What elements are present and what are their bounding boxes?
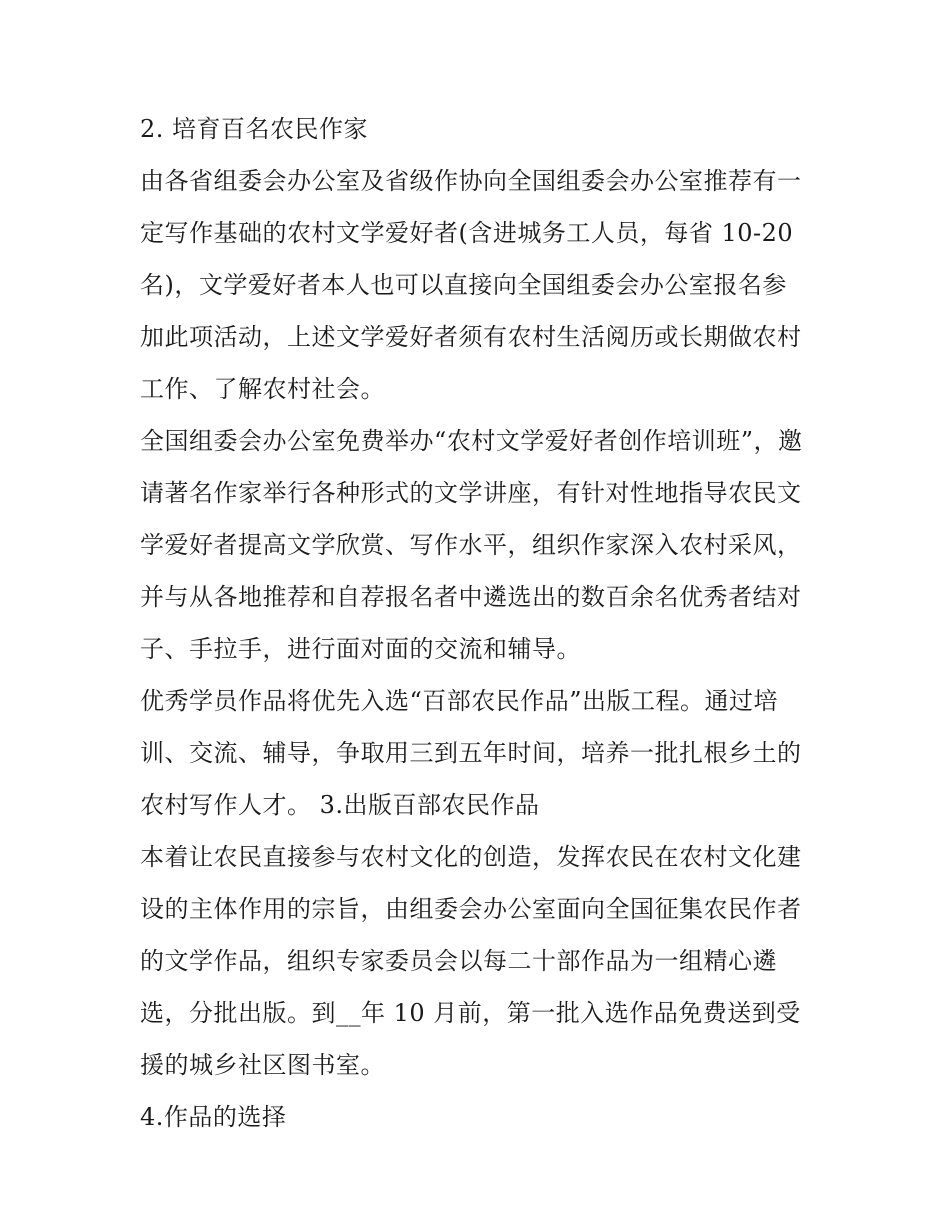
paragraph-line: 加此项活动，上述文学爱好者须有农村生活阅历或长期做农村 bbox=[140, 323, 802, 351]
paragraph-line: 优秀学员作品将优先入选“百部农民作品”出版工程。通过培 bbox=[140, 687, 779, 715]
paragraph-line: 学爱好者提高文学欣赏、写作水平，组织作家深入农村采风， bbox=[140, 531, 802, 559]
paragraph-line: 训、交流、辅导，争取用三到五年时间，培养一批扎根乡土的 bbox=[140, 739, 802, 767]
paragraph-line: 工作、了解农村社会。 bbox=[140, 375, 385, 403]
paragraph-line: 援的城乡社区图书室。 bbox=[140, 1051, 385, 1079]
paragraph-line: 并与从各地推荐和自荐报名者中遴选出的数百余名优秀者结对 bbox=[140, 583, 802, 611]
paragraph-line-with-heading-3: 农村写作人才。 3.出版百部农民作品 bbox=[140, 791, 540, 819]
paragraph-line: 选，分批出版。到__年 10 月前，第一批入选作品免费送到受 bbox=[140, 999, 801, 1027]
section-heading-4: 4.作品的选择 bbox=[140, 1103, 287, 1131]
paragraph-line: 子、手拉手，进行面对面的交流和辅导。 bbox=[140, 635, 581, 663]
paragraph-line: 定写作基础的农村文学爱好者(含进城务工人员，每省 10-20 bbox=[140, 219, 794, 247]
paragraph-line: 设的主体作用的宗旨，由组委会办公室面向全国征集农民作者 bbox=[140, 895, 802, 923]
paragraph-line: 本着让农民直接参与农村文化的创造，发挥农民在农村文化建 bbox=[140, 843, 802, 871]
paragraph-line: 请著名作家举行各种形式的文学讲座，有针对性地指导农民文 bbox=[140, 479, 802, 507]
paragraph-line: 的文学作品，组织专家委员会以每二十部作品为一组精心遴 bbox=[140, 947, 777, 975]
section-heading-2: 2. 培育百名农民作家 bbox=[140, 115, 369, 143]
paragraph-line: 由各省组委会办公室及省级作协向全国组委会办公室推荐有一 bbox=[140, 167, 802, 195]
paragraph-line: 全国组委会办公室免费举办“农村文学爱好者创作培训班”，邀 bbox=[140, 427, 803, 455]
paragraph-line: 名)，文学爱好者本人也可以直接向全国组委会办公室报名参 bbox=[140, 271, 787, 299]
